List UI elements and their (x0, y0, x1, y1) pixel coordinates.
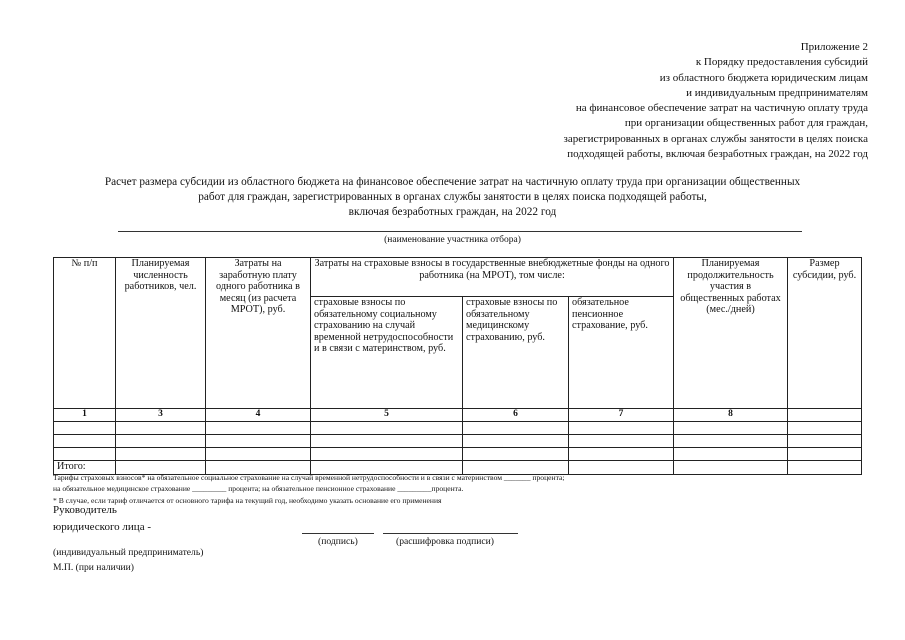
signature-decode-line[interactable] (383, 533, 518, 534)
table-cell[interactable] (311, 448, 463, 461)
column-number: 7 (569, 409, 674, 422)
table-cell[interactable] (788, 448, 862, 461)
table-cell[interactable] (569, 422, 674, 435)
table-cell[interactable] (674, 448, 788, 461)
header-pension-insurance: обязательное пенсионное страхование, руб. (569, 297, 674, 409)
header-num: № п/п (54, 258, 116, 409)
appendix-line: подходящей работы, включая безработных граждан, на 2022 год (567, 148, 868, 161)
appendix-line: на финансовое обеспечение затрат на частичную оплату труда (575, 102, 868, 115)
table-cell[interactable] (116, 422, 206, 435)
header-subsidy: Размер субсидии, руб. (788, 258, 862, 409)
column-number: 3 (116, 409, 206, 422)
appendix-line: к Порядку предоставления субсидий (695, 56, 868, 69)
entrepreneur-label: (индивидуальный предприниматель) (53, 547, 204, 558)
column-number-row (54, 409, 862, 422)
header-insurance-group: Затраты на страховые взносы в государственные внебюджетные фонды на одного работника (на МРОТ), том числе: (311, 258, 674, 297)
table-cell[interactable] (463, 448, 569, 461)
table-cell[interactable] (311, 435, 463, 448)
header-medical-insurance: страховые взносы по обязательному медицинскому страхованию, руб. (463, 297, 569, 409)
signature-decode-caption: (расшифровка подписи) (396, 536, 494, 547)
table-cell[interactable] (569, 461, 674, 475)
title-line: Расчет размера субсидии из областного бюджета на финансовое обеспечение затрат на частичную оплату труда при организации общественных (104, 176, 801, 188)
table-cell[interactable] (674, 435, 788, 448)
signature-line[interactable] (302, 533, 374, 534)
signature-caption: (подпись) (318, 536, 358, 547)
column-number: 4 (206, 409, 311, 422)
table-header-row (54, 258, 862, 297)
column-number: 6 (463, 409, 569, 422)
column-number: 8 (674, 409, 788, 422)
table-cell[interactable] (54, 435, 116, 448)
note-line: * В случае, если тариф отличается от основного тарифа на текущий год, необходимо указать основание его применения (53, 495, 442, 505)
table-cell[interactable] (674, 422, 788, 435)
appendix-line: и индивидуальным предпринимателям (686, 86, 868, 99)
appendix-header (563, 40, 868, 162)
title-line: работ для граждан, зарегистрированных в органах службы занятости в целях поиска подходящей работы, (198, 191, 707, 204)
table-cell[interactable] (674, 461, 788, 475)
total-label: Итого: (54, 461, 116, 475)
participant-caption: (наименование участника отбора) (384, 235, 521, 245)
table-cell[interactable] (788, 461, 862, 475)
participant-name-line[interactable] (118, 231, 802, 232)
insurance-notes (53, 472, 564, 506)
table-cell[interactable] (569, 448, 674, 461)
note-line: на обязательное медицинское страхование _________ процента; на обязательное пенсионное страхование _________процента. (53, 484, 464, 494)
appendix-line: при организации общественных работ для граждан, (624, 117, 868, 130)
table-cell[interactable] (463, 422, 569, 435)
table-cell[interactable] (116, 435, 206, 448)
table-cell[interactable] (206, 422, 311, 435)
seal-label: М.П. (при наличии) (53, 562, 134, 573)
header-social-insurance: страховые взносы по обязательному социальному страхованию на случай временной нетрудоспособности и в связи с материнством, руб. (311, 297, 463, 409)
head-label-line1: Руководитель (53, 504, 117, 516)
table-cell[interactable] (788, 435, 862, 448)
table-cell[interactable] (569, 435, 674, 448)
column-number: 1 (54, 409, 116, 422)
title-line: включая безработных граждан, на 2022 год (348, 206, 557, 219)
table-row (54, 448, 862, 461)
header-duration: Планируемая продолжительность участия в общественных работах (мес./дней) (674, 258, 788, 409)
appendix-line: из областного бюджета юридическим лицам (659, 71, 868, 84)
table-cell[interactable] (206, 448, 311, 461)
table-cell[interactable] (788, 422, 862, 435)
subsidy-calculation-table (53, 257, 862, 475)
appendix-line: Приложение 2 (800, 41, 868, 53)
table-cell[interactable] (311, 422, 463, 435)
table-cell[interactable] (54, 422, 116, 435)
table-cell[interactable] (463, 435, 569, 448)
table-row (54, 435, 862, 448)
note-line: Тарифы страховых взносов* на обязательное социальное страхование на случай временной нетрудоспособности и в связи с материнством _______ процента; (53, 473, 565, 482)
table-cell[interactable] (116, 448, 206, 461)
table-row (54, 422, 862, 435)
header-salary: Затраты на заработную плату одного работника в месяц (из расчета МРОТ), руб. (206, 258, 311, 409)
head-label-line2: юридического лица - (53, 521, 151, 533)
column-number (788, 409, 862, 422)
table-cell[interactable] (206, 435, 311, 448)
document-title (0, 175, 905, 221)
appendix-line: зарегистрированных в органах службы занятости в целях поиска (563, 132, 868, 145)
header-workers: Планируемая численность работников, чел. (116, 258, 206, 409)
column-number: 5 (311, 409, 463, 422)
table-cell[interactable] (54, 448, 116, 461)
